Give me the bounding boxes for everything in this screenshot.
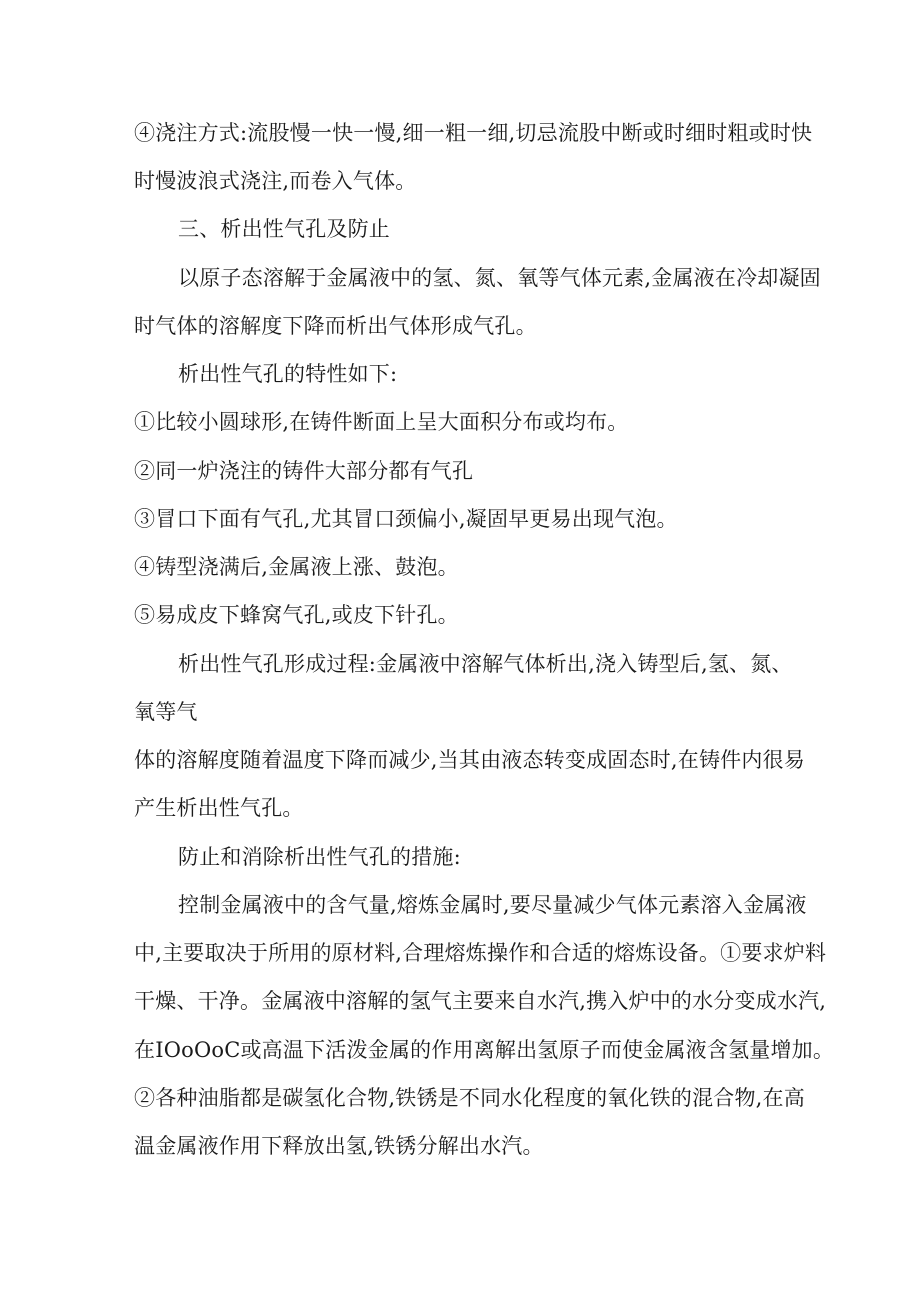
- list-item: ①比较小圆球形,在铸件断面上呈大面积分布或均布。: [134, 410, 629, 434]
- text-line: 产生析出性气孔。: [134, 796, 304, 820]
- text-line: 干燥、干净。金属液中溶解的氢气主要来自水汽,携入炉中的水分变成水汽,: [134, 989, 827, 1013]
- text-line: 防止和消除析出性气孔的措施:: [178, 845, 461, 869]
- text-line: ②各种油脂都是碳氢化合物,铁锈是不同水化程度的氧化铁的混合物,在高: [134, 1086, 805, 1110]
- text-line: 氧等气: [134, 700, 198, 724]
- list-item: ②同一炉浇注的铸件大部分都有气孔: [134, 459, 474, 483]
- text-line: 时慢波浪式浇注,而卷入气体。: [134, 169, 417, 193]
- text-line: 析出性气孔形成过程:金属液中溶解气体析出,浇入铸型后,氢、氮、: [178, 652, 793, 676]
- text-line: 析出性气孔的特性如下:: [178, 362, 398, 386]
- text-line: 温金属液作用下释放出氢,铁锈分解出水汽。: [134, 1134, 544, 1158]
- list-item: ④铸型浇满后,金属液上涨、鼓泡。: [134, 555, 459, 579]
- text-line: ④浇注方式:流股慢一快一慢,细一粗一细,切忌流股中断或时细时粗或时快: [134, 121, 813, 145]
- list-item: ③冒口下面有气孔,尤其冒口颈偏小,凝固早更易出现气泡。: [134, 507, 678, 531]
- text-line: 体的溶解度随着温度下降而减少,当其由液态转变成固态时,在铸件内很易: [134, 748, 805, 772]
- text-line: 以原子态溶解于金属液中的氢、氮、氧等气体元素,金属液在冷却凝固: [178, 266, 821, 290]
- text-line: 在IOoOoC或高温下活泼金属的作用离解出氢原子而使金属液含氢量增加。: [134, 1038, 835, 1062]
- list-item: ⑤易成皮下蜂窝气孔,或皮下针孔。: [134, 603, 459, 627]
- text-line: 时气体的溶解度下降而析出气体形成气孔。: [134, 314, 537, 338]
- section-heading: 三、析出性气孔及防止: [178, 217, 390, 241]
- text-line: 中,主要取决于所用的原材料,合理熔炼操作和合适的熔炼设备。①要求炉料: [134, 941, 827, 965]
- text-line: 控制金属液中的含气量,熔炼金属时,要尽量减少气体元素溶入金属液: [178, 893, 807, 917]
